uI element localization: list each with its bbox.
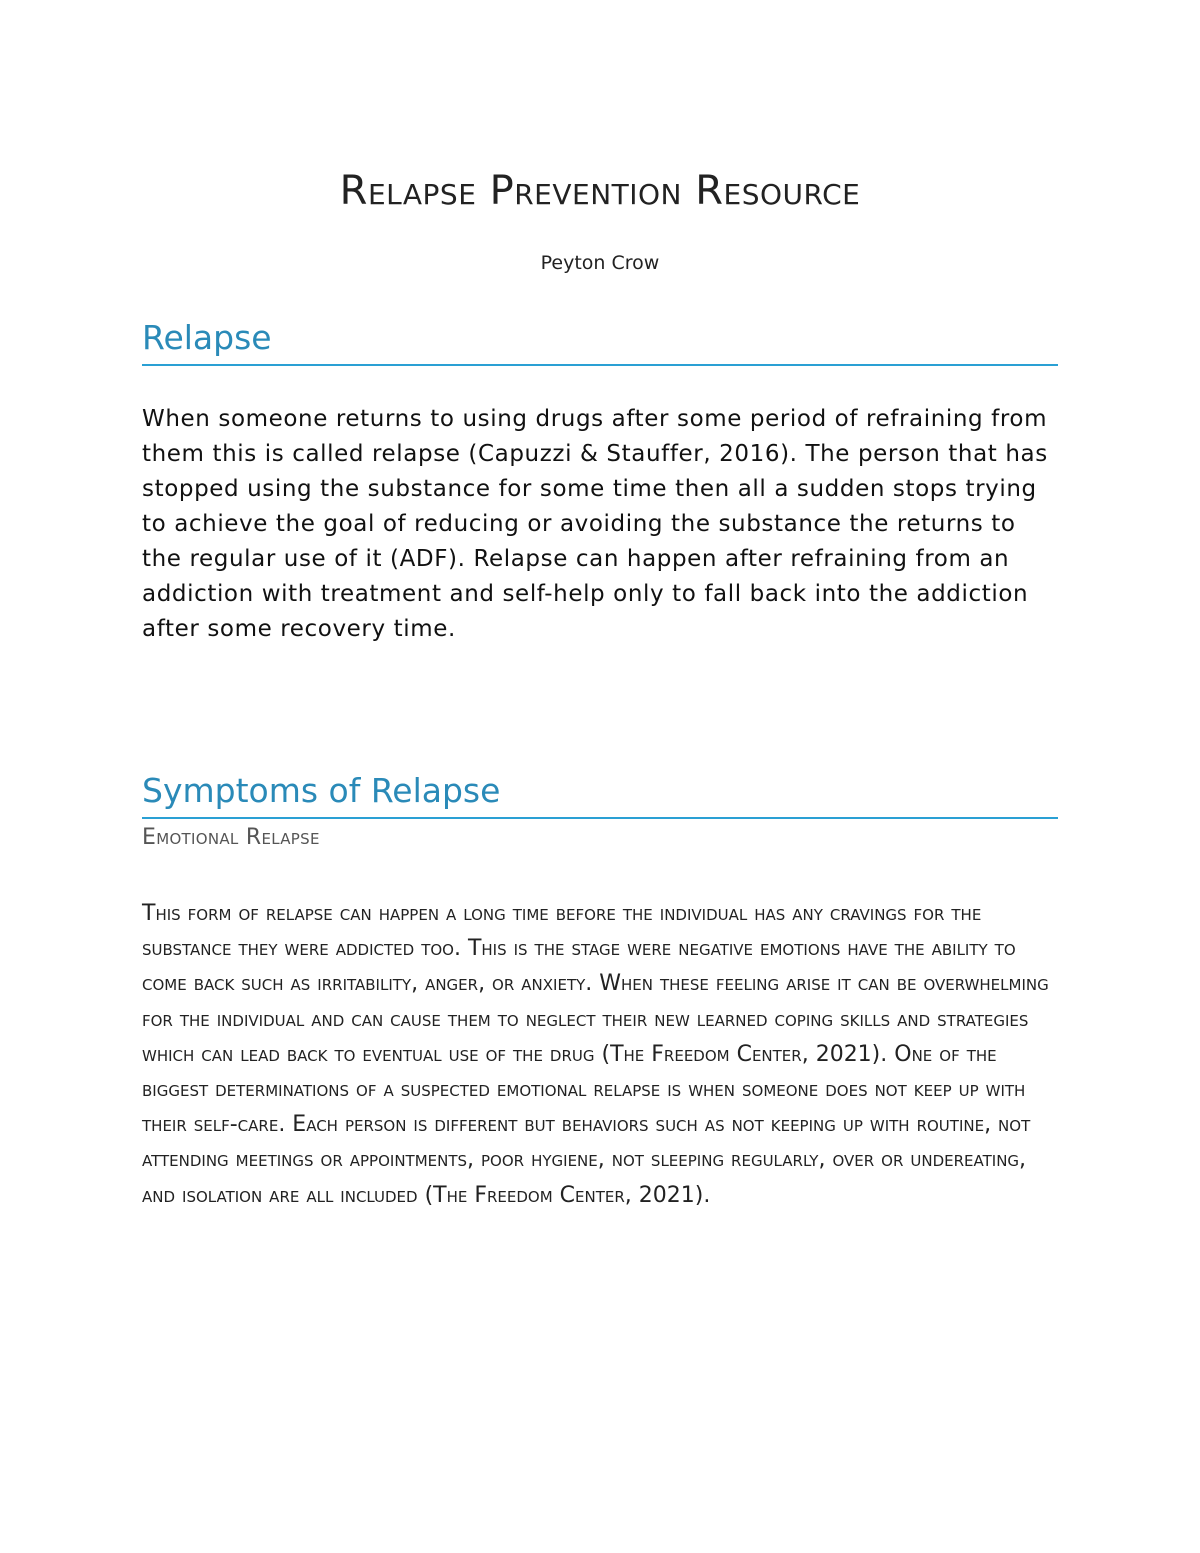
emotional-relapse-paragraph: This form of relapse can happen a long time before the individual has any cravings for the substance they were addicted too. This is the stage were negative emotions have the ability to come back such as irritability, anger, or anxiety. When these feeling arise it can be overwhelming for the individual and can cause them to neglect their new learned coping skills and strategies which can lead back to eventual use of the drug (The Freedom Center, 2021). One of the biggest determinations of a suspected emotional relapse is when someone does not keep up with their self-care. Each person is different but behaviors such as not keeping up with routine, not attending meetings or appointments, poor hygiene, not sleeping regularly, over or undereating, and isolation are all included (The Freedom Center, 2021).	[142, 901, 1049, 1208]
document-author: Peyton Crow	[540, 252, 660, 274]
section-heading-symptoms: Symptoms of Relapse	[142, 771, 1058, 819]
subheading-emotional-relapse: Emotional Relapse	[142, 825, 320, 850]
section-heading-relapse: Relapse	[142, 318, 1058, 366]
document-title: Relapse Prevention Resource	[339, 168, 861, 214]
relapse-paragraph: When someone returns to using drugs after some period of refraining from them this is called relapse (Capuzzi & Stauffer, 2016). The person that has stopped using the substance for some time then all a sudden stops trying to achieve the goal of reducing or avoiding the substance the returns to the regular use of it (ADF). Relapse can happen after refraining from an addiction with treatment and self-help only to fall back into the addiction after some recovery time.	[142, 406, 1048, 642]
